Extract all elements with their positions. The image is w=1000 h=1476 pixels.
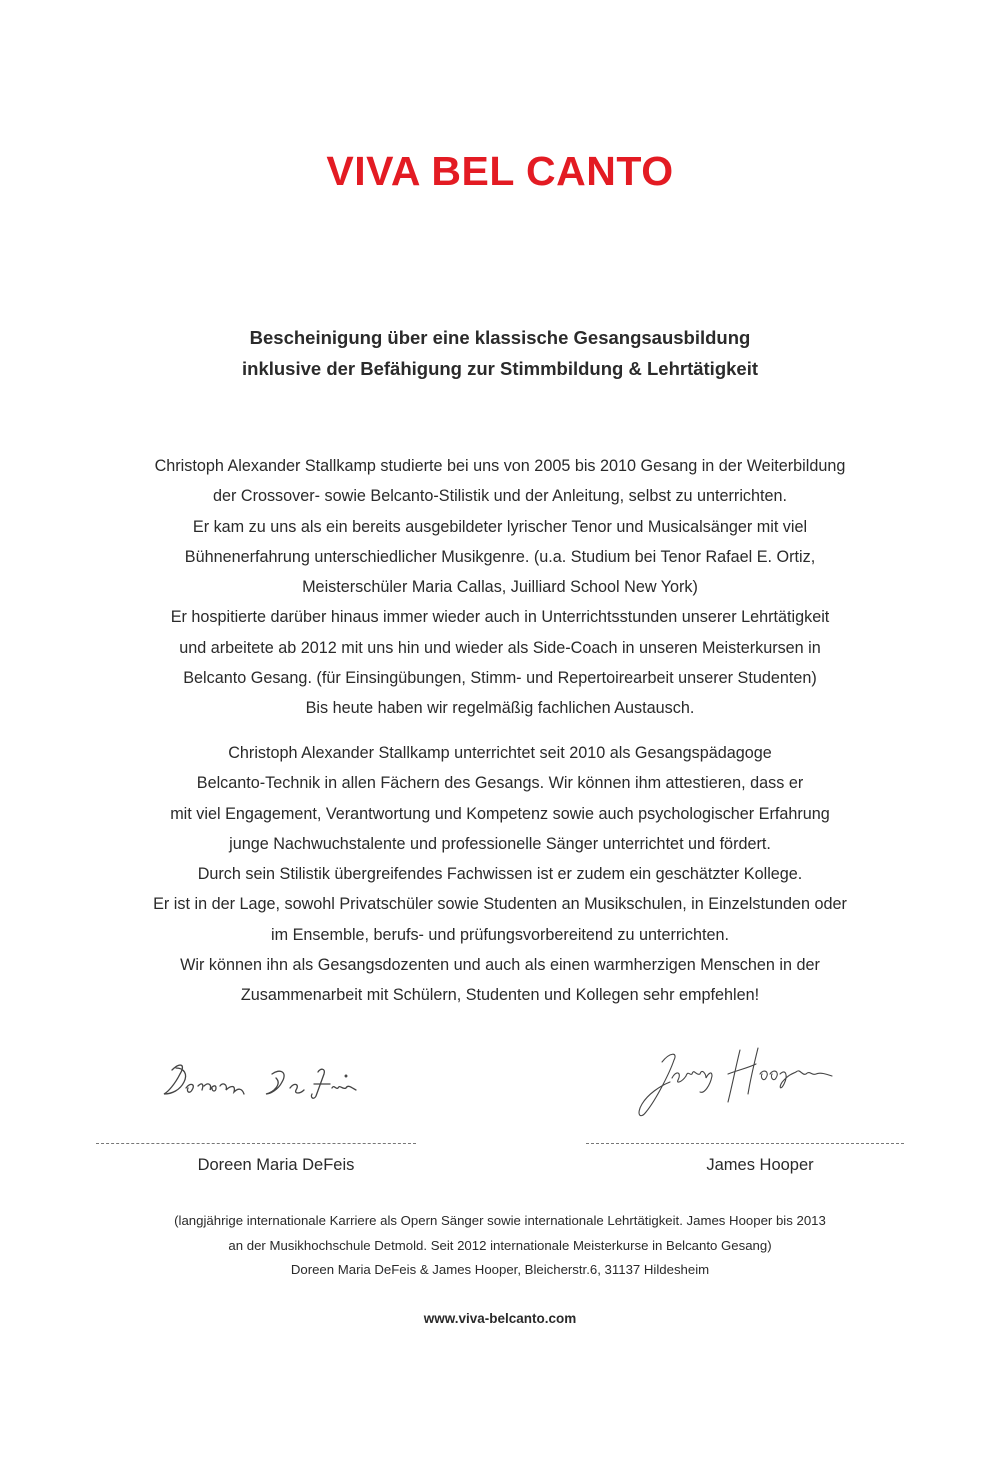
signatory-name-left: Doreen Maria DeFeis [197,1156,355,1174]
paragraph-line: Christoph Alexander Stallkamp studierte bei uns von 2005 bis 2010 Gesang in der Weiterbildung [154,457,846,475]
paragraph-line: Er ist in der Lage, sowohl Privatschüler sowie Studenten an Musikschulen, in Einzelstunden oder [153,895,847,914]
document-subtitle [0,322,1000,384]
paragraph-teaching [60,738,940,1011]
paragraph-line: und arbeitete ab 2012 mit uns hin und wieder als Side-Coach in unseren Meisterkursen in [179,638,821,657]
paragraph-line: im Ensemble, berufs- und prüfungsvorbereitend zu unterrichten. [271,925,729,944]
paragraph-line: Er kam zu uns als ein bereits ausgebildeter lyrischer Tenor und Musicalsänger mit viel [192,517,808,536]
signatory-name-right: James Hooper [706,1156,814,1174]
paragraph-line: junge Nachwuchstalente und professionelle Sänger unterrichtet und fördert. [229,834,771,853]
paragraph-line: Wir können ihn als Gesangsdozenten und auch als einen warmherzigen Menschen in der [180,956,820,975]
subtitle-line: Bescheinigung über eine klassische Gesangsausbildung [249,327,751,348]
paragraph-line: Bühnenerfahrung unterschiedlicher Musikgenre. (u.a. Studium bei Tenor Rafael E. Ortiz, [184,547,816,566]
paragraph-studies [60,451,940,724]
paragraph-line: Belcanto-Technik in allen Fächern des Gesangs. Wir können ihm attestieren, dass er [196,774,804,793]
paragraph-line: Bis heute haben wir regelmäßig fachlichen Austausch. [305,699,695,718]
paragraph-line: mit viel Engagement, Verantwortung und Kompetenz sowie auch psychologischer Erfahrung [170,804,830,823]
subtitle-line: inklusive der Befähigung zur Stimmbildung & Lehrtätigkeit [242,358,758,379]
paragraph-line: Er hospitierte darüber hinaus immer wieder auch in Unterrichtsstunden unserer Lehrtätigkeit [170,608,830,627]
footnote [60,1209,940,1283]
footnote-line: an der Musikhochschule Detmold. Seit 2012 internationale Meisterkurse in Belcanto Gesang) [228,1237,772,1253]
signature-doreen-defeis [150,1050,390,1120]
paragraph-line: Belcanto Gesang. (für Einsingübungen, Stimm- und Repertoirearbeit unserer Studenten) [183,669,817,688]
paragraph-line: Zusammenarbeit mit Schülern, Studenten und Kollegen sehr empfehlen! [240,986,760,1005]
website-link[interactable]: www.viva-belcanto.com [423,1311,577,1326]
signature-james-hooper [620,1030,840,1130]
paragraph-line: Meisterschüler Maria Callas, Juilliard School New York) [302,578,698,597]
paragraph-line: Christoph Alexander Stallkamp unterrichtet seit 2010 als Gesangspädagoge [228,744,772,762]
footnote-line: Doreen Maria DeFeis & James Hooper, Bleicherstr.6, 31137 Hildesheim [290,1262,710,1277]
paragraph-line: Durch sein Stilistik übergreifendes Fachwissen ist er zudem ein geschätzter Kollege. [197,865,803,884]
footnote-line: (langjährige internationale Karriere als Opern Sänger sowie internationale Lehrtätigkeit. James Hooper bis 2013 [174,1213,826,1228]
paragraph-line: der Crossover- sowie Belcanto-Stilistik und der Anleitung, selbst zu unterrichten. [212,487,788,506]
signature-line-left [96,1143,416,1144]
document-title: VIVA BEL CANTO [326,148,674,194]
signature-line-right [586,1143,904,1144]
